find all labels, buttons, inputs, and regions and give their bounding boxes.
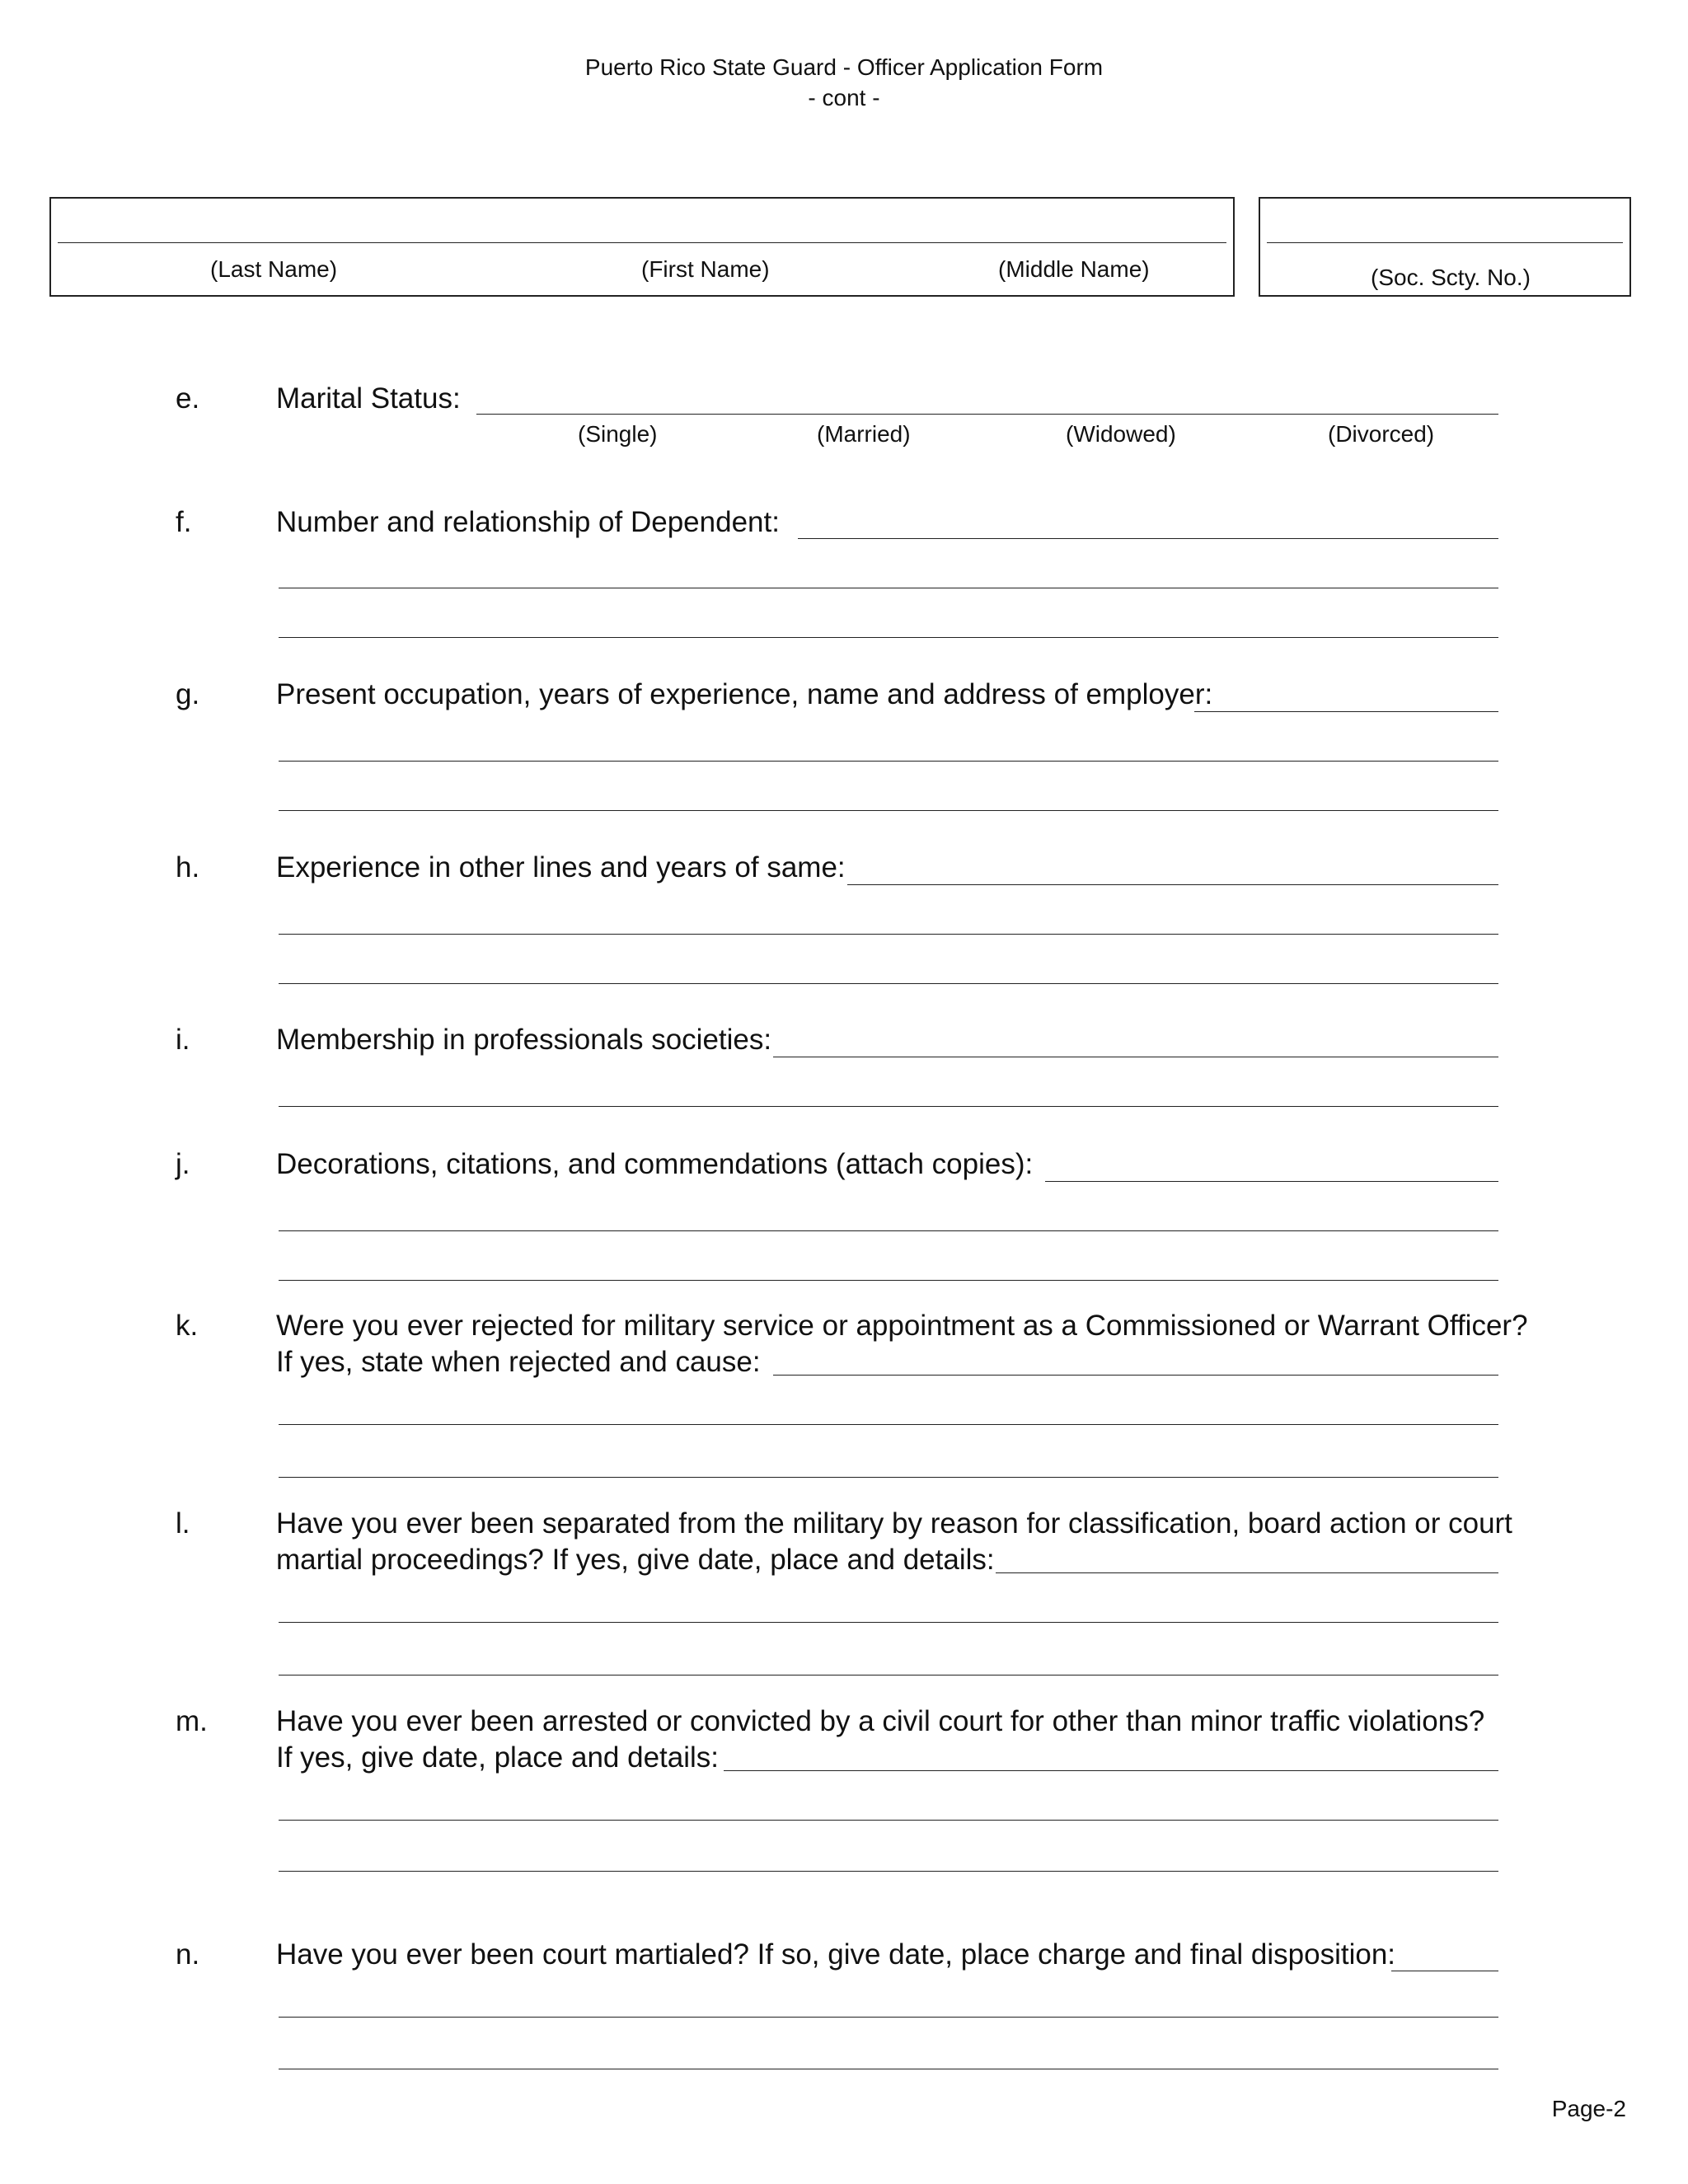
item-j-letter: j.	[176, 1148, 190, 1180]
ssn-caption: (Soc. Scty. No.)	[1371, 265, 1531, 290]
decorations-line[interactable]	[279, 1280, 1498, 1281]
dependents-line[interactable]	[798, 538, 1498, 539]
last-name-caption: (Last Name)	[210, 256, 338, 282]
form-subtitle: - cont -	[808, 85, 880, 110]
arrested-followup: If yes, give date, place and details:	[276, 1741, 719, 1774]
page-number: Page-2	[1551, 2096, 1626, 2121]
rejected-line[interactable]	[279, 1424, 1498, 1425]
item-i-letter: i.	[176, 1024, 190, 1056]
widowed-option[interactable]: (Widowed)	[1066, 421, 1176, 447]
arrested-line[interactable]	[279, 1871, 1498, 1872]
item-l-letter: l.	[176, 1507, 190, 1540]
item-e-letter: e.	[176, 382, 200, 415]
membership-line[interactable]	[279, 1106, 1498, 1107]
arrested-line[interactable]	[724, 1770, 1498, 1771]
name-input-line[interactable]	[58, 242, 1226, 243]
experience-line[interactable]	[279, 934, 1498, 935]
experience-line[interactable]	[279, 983, 1498, 984]
first-name-caption: (First Name)	[641, 256, 770, 282]
separated-line[interactable]	[279, 1622, 1498, 1623]
arrested-question: Have you ever been arrested or convicted by a civil court for other than minor traffic violations?	[276, 1705, 1485, 1737]
item-h-letter: h.	[176, 851, 200, 883]
marital-status-label: Marital Status:	[276, 382, 461, 415]
experience-label: Experience in other lines and years of same:	[276, 851, 846, 883]
court-martial-label: Have you ever been court martialed? If so, give date, place charge and final disposition:	[276, 1938, 1396, 1971]
rejected-line[interactable]	[773, 1375, 1498, 1376]
occupation-line[interactable]	[1194, 711, 1498, 712]
married-option[interactable]: (Married)	[817, 421, 911, 447]
item-n-letter: n.	[176, 1938, 200, 1971]
item-g-letter: g.	[176, 678, 200, 710]
decorations-line[interactable]	[1045, 1181, 1498, 1182]
rejected-followup: If yes, state when rejected and cause:	[276, 1346, 761, 1378]
separated-question: Have you ever been separated from the military by reason for classification, board action or court	[276, 1507, 1512, 1540]
form-title: Puerto Rico State Guard - Officer Application Form	[584, 54, 1104, 80]
decorations-line[interactable]	[279, 1230, 1498, 1231]
arrested-line[interactable]	[279, 1820, 1498, 1821]
item-k-letter: k.	[176, 1310, 199, 1342]
marital-status-line[interactable]	[476, 414, 1498, 415]
dependents-line[interactable]	[279, 637, 1498, 638]
occupation-line[interactable]	[279, 761, 1498, 762]
item-f-letter: f.	[176, 506, 192, 538]
item-m-letter: m.	[176, 1705, 208, 1737]
membership-label: Membership in professionals societies:	[276, 1024, 772, 1056]
dependents-label: Number and relationship of Dependent:	[276, 506, 780, 538]
occupation-line[interactable]	[279, 810, 1498, 811]
occupation-label: Present occupation, years of experience, name and address of employer:	[276, 678, 1213, 710]
separated-line[interactable]	[996, 1572, 1498, 1573]
decorations-label: Decorations, citations, and commendations (attach copies):	[276, 1148, 1034, 1180]
middle-name-caption: (Middle Name)	[998, 256, 1150, 282]
ssn-input-line[interactable]	[1267, 242, 1623, 243]
single-option[interactable]: (Single)	[578, 421, 658, 447]
experience-line[interactable]	[847, 884, 1498, 885]
court-martial-line[interactable]	[279, 2017, 1498, 2018]
separated-followup: martial proceedings? If yes, give date, place and details:	[276, 1544, 995, 1576]
rejected-line[interactable]	[279, 1477, 1498, 1478]
divorced-option[interactable]: (Divorced)	[1328, 421, 1435, 447]
rejected-question: Were you ever rejected for military service or appointment as a Commissioned or Warrant Officer?	[276, 1310, 1528, 1342]
